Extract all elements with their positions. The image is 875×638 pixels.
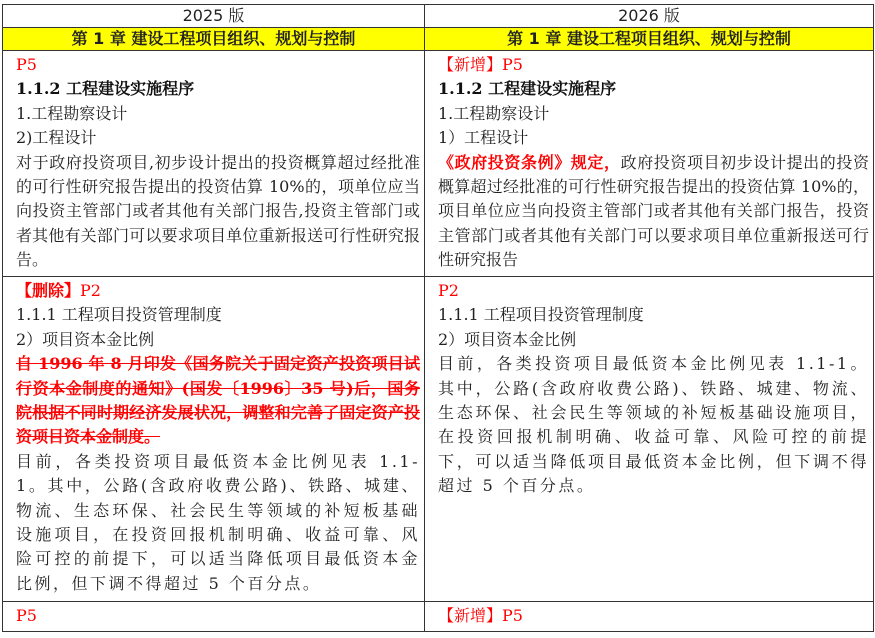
added-tag: 【新增】 <box>438 606 503 625</box>
body-text: 目前，各类投资项目最低资本金比例见表 1.1-1。其中，公路(含政府收费公路)、铁路、城建、物流、生态环保、社会民生等领域的补短板基础设施项目，在投资回报机制明确、收益可靠、风险可控的前提下，可以适当降低项目最低资本金比例，但下调不得超过 5 个百分点。 <box>438 354 869 496</box>
section-title: 1.1.2 工程建设实施程序 <box>16 79 195 99</box>
page-ref: P2 <box>80 281 101 300</box>
added-tag: 【新增】 <box>438 55 503 74</box>
cell-2025 <box>3 277 425 602</box>
page-ref-line <box>438 53 869 77</box>
sub-item-heading: 1）工程设计 <box>438 128 529 148</box>
cell-2025 <box>3 602 425 632</box>
page-ref: P2 <box>438 281 459 300</box>
chapter-title-2026: 第 1 章 建设工程项目组织、规划与控制 <box>425 28 874 51</box>
body-text: 对于政府投资项目,初步设计提出的投资概算超过经批准的可行性研究报告提出的投资估算 10%的，项单位应当向投资主管部门或者其他有关部门报告,投资主管部门或者其他有关部门可以要求项目单位重新报送可行性研究报告。 <box>16 152 420 270</box>
version-header-row <box>3 5 874 28</box>
sub-item-heading: 2)工程设计 <box>16 128 97 148</box>
page-ref: P5 <box>16 606 37 625</box>
item-heading: 1.工程勘察设计 <box>16 103 128 123</box>
comparison-row <box>3 51 874 277</box>
body-text <box>438 151 869 273</box>
item-heading: 1.工程勘察设计 <box>438 103 550 123</box>
chapter-row <box>3 28 874 51</box>
body-text: 目前，各类投资项目最低资本金比例见表 1.1-1。其中，公路(含政府收费公路)、铁路、城建、物流、生态环保、社会民生等领域的补短板基础设施项目，在投资回报机制明确、收益可靠、风险可控的前提下，可以适当降低项目最低资本金比例，但下调不得超过 5 个百分点。 <box>16 451 420 593</box>
section-title: 1.1.1 工程项目投资管理制度 <box>438 305 644 325</box>
cell-2026 <box>425 277 874 602</box>
page-ref: P5 <box>502 55 523 74</box>
header-2025: 2025 版 <box>3 5 425 28</box>
comparison-row <box>3 602 874 632</box>
item-heading: 2）项目资本金比例 <box>438 329 577 349</box>
section-title: 1.1.2 工程建设实施程序 <box>438 79 617 99</box>
item-heading: 2）项目资本金比例 <box>16 329 155 349</box>
comparison-table <box>2 4 874 632</box>
cell-2026 <box>425 602 874 632</box>
page-ref-line <box>16 279 420 303</box>
cell-2026 <box>425 51 874 277</box>
page-ref: P5 <box>502 606 523 625</box>
header-2026: 2026 版 <box>425 5 874 28</box>
page-ref: P5 <box>16 55 37 74</box>
cell-2025 <box>3 51 425 277</box>
added-text: 《政府投资条例》规定， <box>438 152 621 172</box>
comparison-row <box>3 277 874 602</box>
deleted-text: 自 1996 年 8 月印发《国务院关于固定资产投资项目试行资本金制度的通知》(国发〔1996〕35 号)后，国务院根据不同时期经济发展状况，调整和完善了固定资产投资项目资本金制度。 <box>16 354 420 447</box>
body-text-content: 政府投资项目初步设计提出的投资概算超过经批准的可行性研究报告提出的投资估算 10%的，项目单位应当向投资主管部门或者其他有关部门报告，投资主管部门或者其他有关部门可以要求项目单位重新报送可行性研究报告 <box>438 152 869 270</box>
deleted-tag: 【删除】 <box>16 281 81 300</box>
section-title: 1.1.1 工程项目投资管理制度 <box>16 305 222 325</box>
page-ref-line <box>438 604 869 628</box>
chapter-title-2025: 第 1 章 建设工程项目组织、规划与控制 <box>3 28 425 51</box>
